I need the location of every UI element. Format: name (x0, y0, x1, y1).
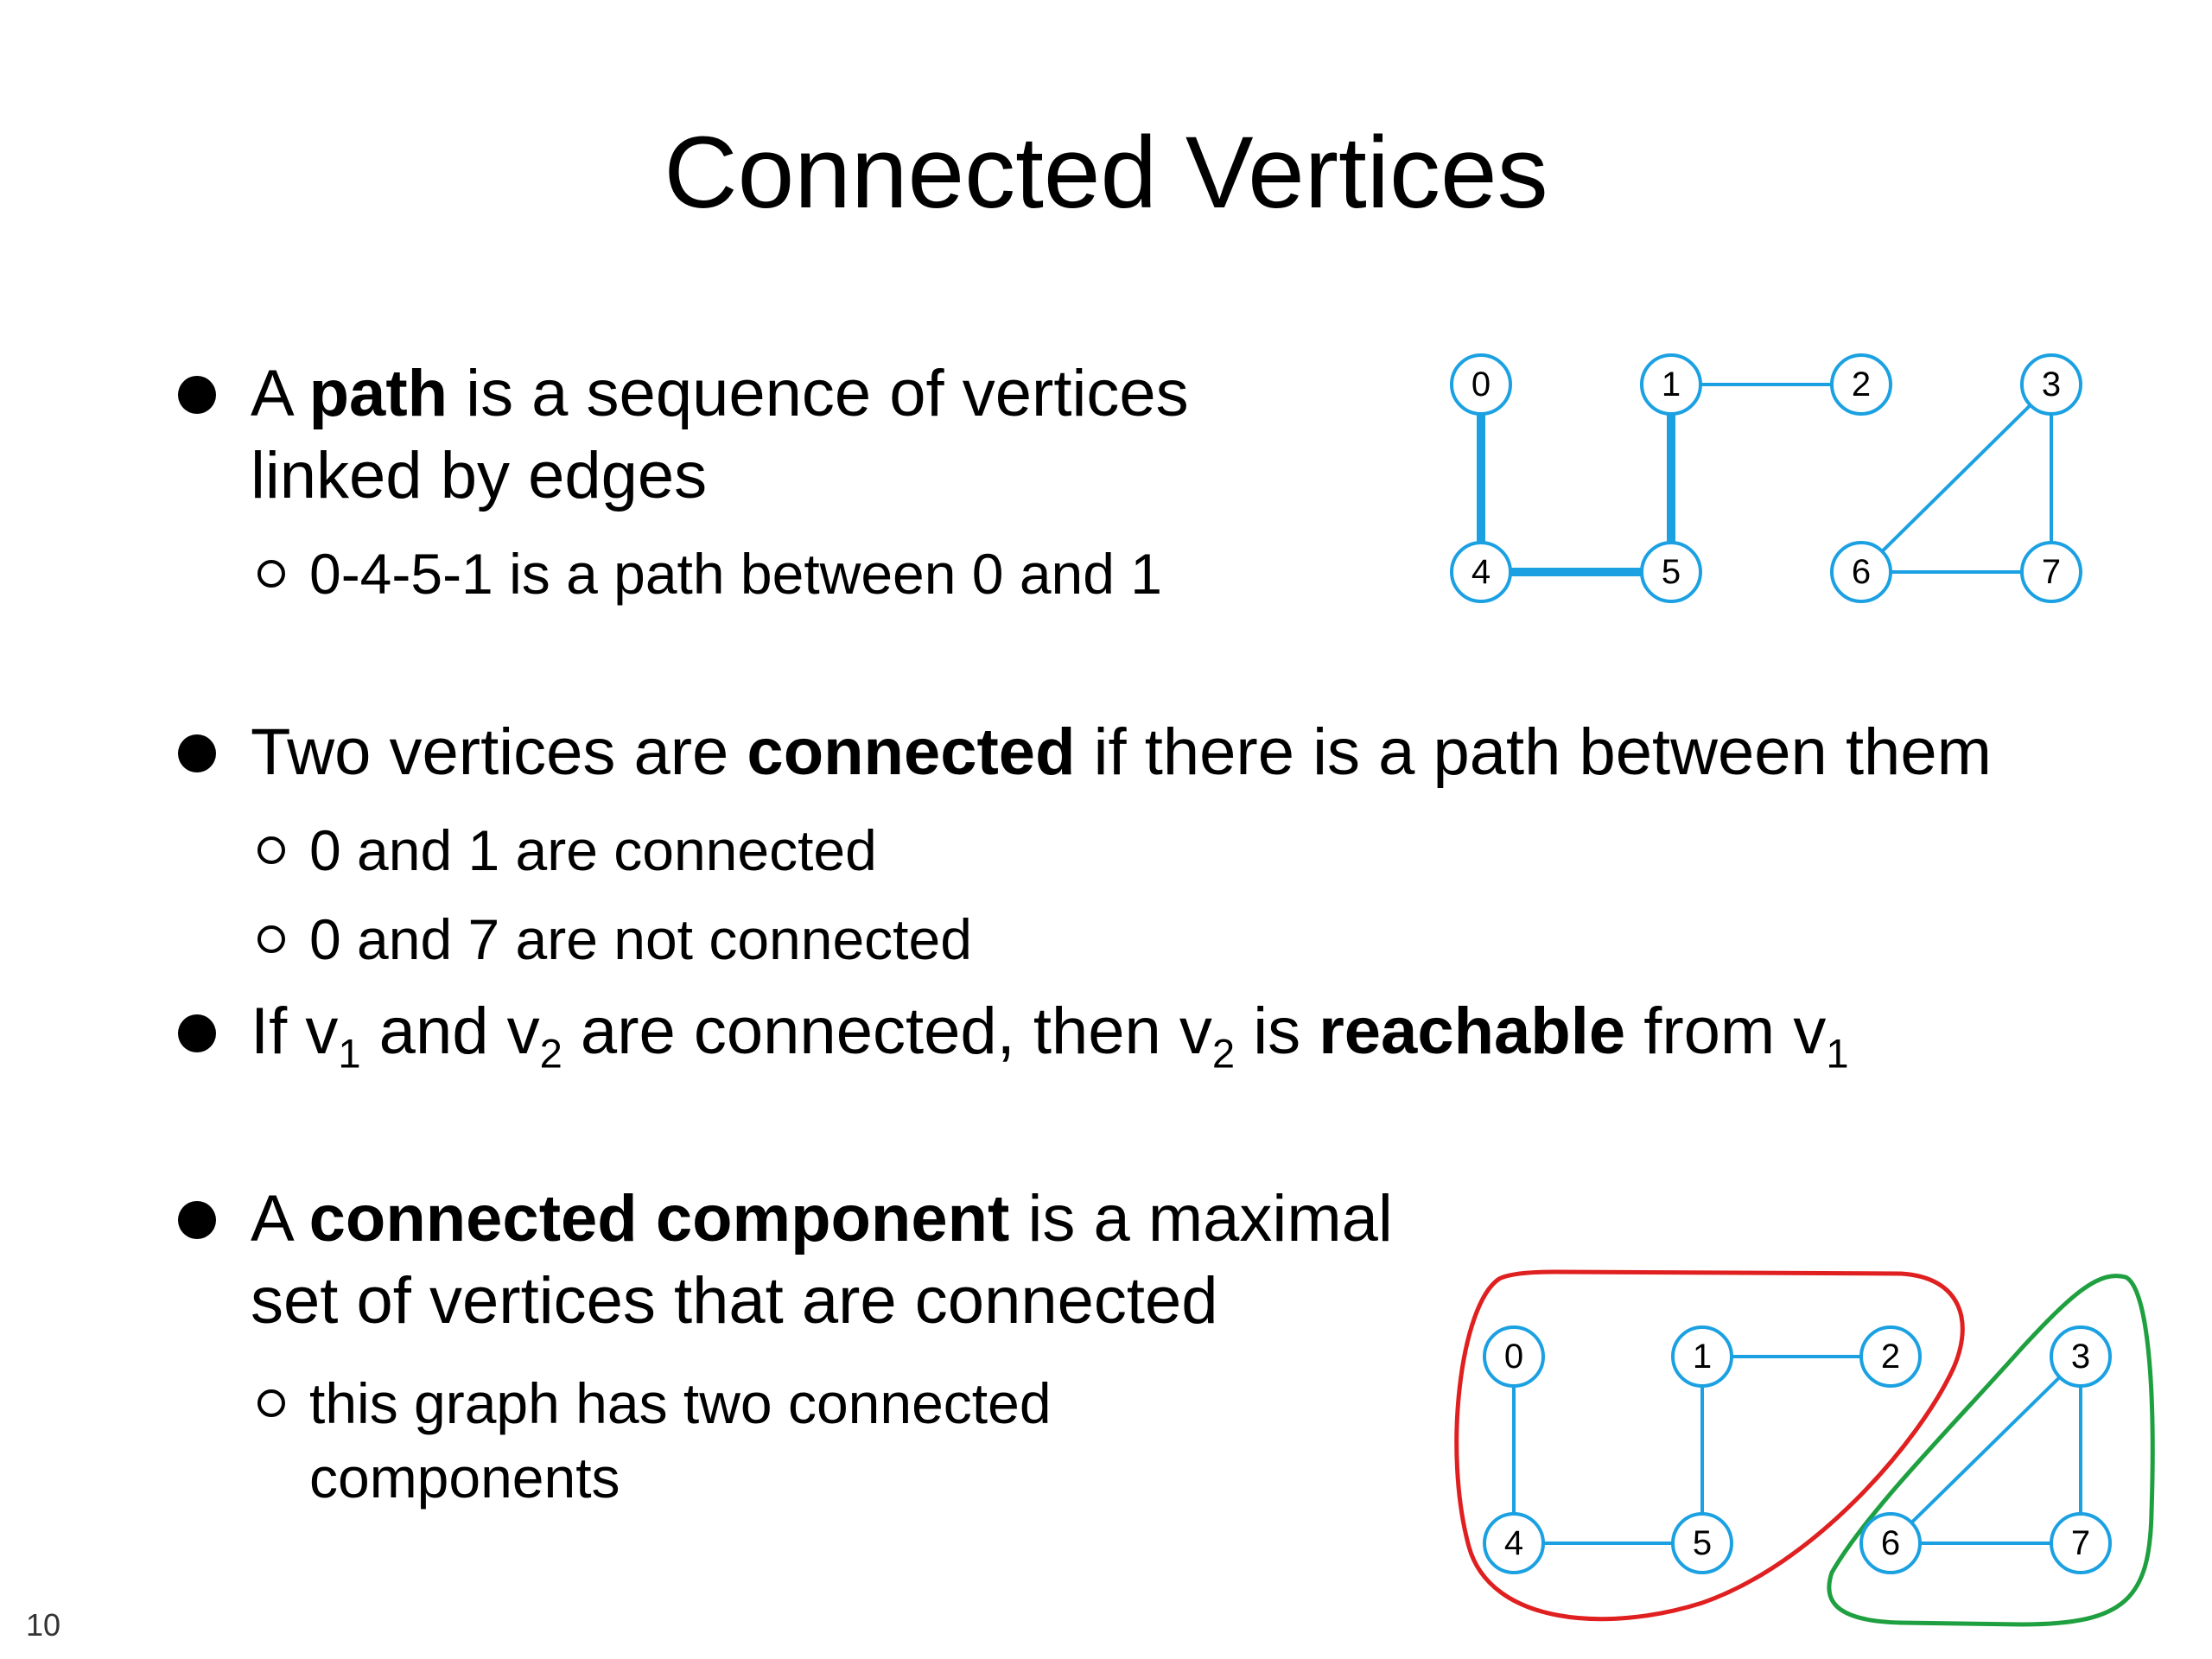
components-graph-node-label-7: 7 (2070, 1524, 2091, 1562)
term-path: path (308, 357, 448, 430)
path-graph-node-label-4: 4 (1471, 553, 1491, 591)
bullet-path-definition-line2: linked by edges (251, 439, 708, 512)
bullet-dot (178, 376, 216, 414)
text: is a maximal (1009, 1182, 1393, 1255)
bullet-component-definition-line2: set of vertices that are connected (251, 1264, 1218, 1338)
sub-bullet-circle (257, 1389, 285, 1417)
components-graph-node-label-5: 5 (1692, 1524, 1713, 1562)
components-graph-edge-3-6 (1891, 1357, 2081, 1543)
bullet-reachable-definition (251, 992, 1849, 1077)
path-graph-diagram (1417, 337, 2108, 622)
subscript: 1 (1826, 1030, 1849, 1077)
sub-bullet-path-example: 0-4-5-1 is a path between 0 and 1 (309, 542, 1163, 606)
bullet-dot (178, 734, 216, 772)
page-number: 10 (26, 1607, 61, 1643)
text: A (251, 357, 309, 430)
path-graph-node-label-6: 6 (1851, 553, 1872, 591)
path-graph-node-label-5: 5 (1661, 553, 1681, 591)
text: are connected, then v (562, 995, 1212, 1068)
bullet-dot (178, 1014, 216, 1052)
subscript: 2 (539, 1030, 563, 1077)
component-outline-green (1829, 1276, 2152, 1624)
text: from v (1625, 995, 1827, 1068)
sub-bullet-circle (257, 925, 285, 953)
slide-title: Connected Vertices (664, 116, 1548, 230)
components-graph-node-label-1: 1 (1692, 1338, 1713, 1376)
subscript: 2 (1211, 1030, 1236, 1077)
path-graph-node-label-2: 2 (1851, 365, 1872, 404)
sub-bullet-components-example-line2: components (309, 1446, 620, 1510)
term-reachable: reachable (1319, 995, 1626, 1068)
components-graph-node-label-2: 2 (1880, 1338, 1901, 1376)
sub-bullet-circle (257, 560, 285, 588)
sub-bullet-components-example: this graph has two connected (309, 1371, 1052, 1435)
text: is a sequence of vertices (448, 357, 1189, 430)
path-graph-edge-3-6 (1861, 385, 2051, 572)
sub-bullet-not-connected-example: 0 and 7 are not connected (309, 907, 972, 971)
text: is (1235, 995, 1319, 1068)
bullet-component-definition (251, 1179, 1393, 1259)
components-graph-node-label-3: 3 (2070, 1338, 2091, 1376)
text: and v (360, 995, 540, 1068)
term-connected: connected (747, 715, 1076, 789)
path-graph-node-label-3: 3 (2041, 365, 2062, 404)
components-graph-node-label-6: 6 (1880, 1524, 1901, 1562)
text: Two vertices are (251, 715, 747, 789)
path-graph-node-label-7: 7 (2041, 553, 2062, 591)
subscript: 1 (338, 1030, 361, 1077)
bullet-path-definition (251, 354, 1189, 434)
sub-bullet-connected-example: 0 and 1 are connected (309, 818, 877, 882)
term-connected-component: connected component (308, 1182, 1010, 1255)
components-graph-diagram (1417, 1253, 2177, 1642)
path-graph-node-label-0: 0 (1471, 365, 1491, 404)
text: if there is a path between them (1075, 715, 1992, 789)
text: A (251, 1182, 309, 1255)
bullet-connected-definition (251, 713, 1992, 792)
sub-bullet-circle (257, 836, 285, 864)
text: If v (251, 995, 339, 1068)
components-graph-node-label-0: 0 (1503, 1338, 1524, 1376)
path-graph-node-label-1: 1 (1661, 365, 1681, 404)
bullet-dot (178, 1201, 216, 1239)
components-graph-node-label-4: 4 (1503, 1524, 1524, 1562)
